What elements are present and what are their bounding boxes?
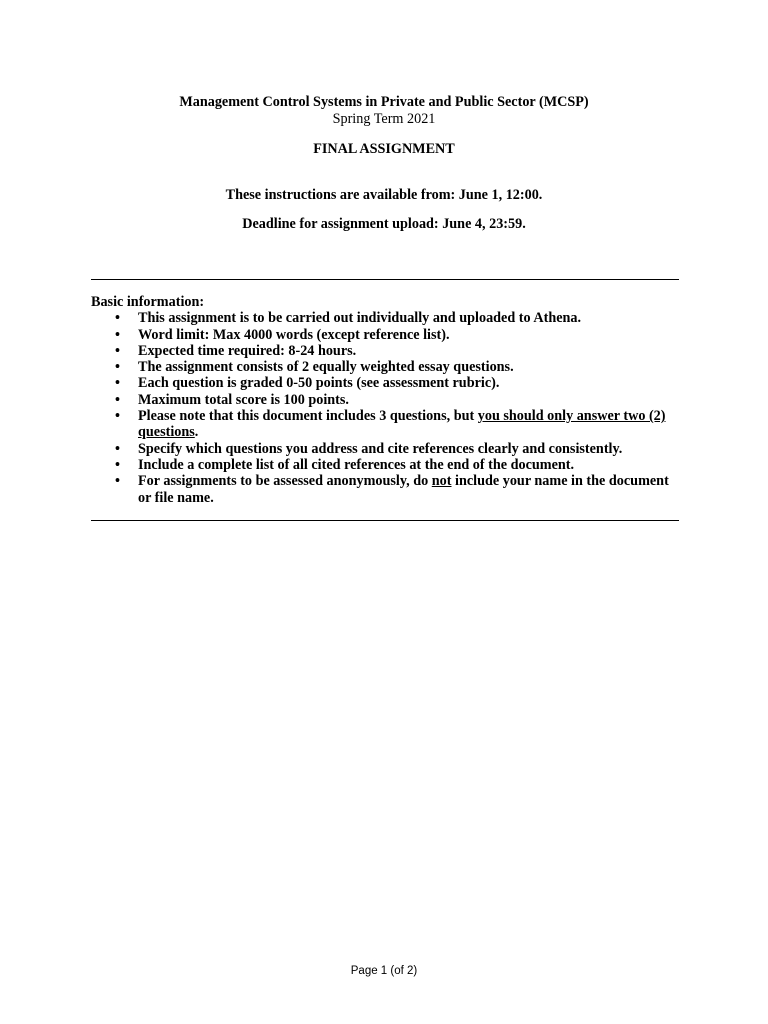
list-item-text: Maximum total score is 100 points. xyxy=(138,391,349,408)
list-item xyxy=(91,457,679,473)
list-item-text-continued: or file name. xyxy=(138,489,214,506)
emphasis-text: you should only answer two (2) xyxy=(477,408,666,425)
bullet-icon: • xyxy=(115,408,120,425)
list-item xyxy=(91,473,679,506)
term-label: Spring Term 2021 xyxy=(332,111,436,127)
bullet-icon: • xyxy=(115,359,120,376)
bullet-icon: • xyxy=(115,473,120,490)
emphasis-text: not xyxy=(431,473,452,490)
list-item-text: Word limit: Max 4000 words (except reference list). xyxy=(138,326,450,343)
document-header xyxy=(0,94,768,128)
page-number-footer: Page 1 (of 2) xyxy=(350,965,418,977)
list-item xyxy=(91,343,679,359)
list-item xyxy=(91,392,679,408)
bullet-icon: • xyxy=(115,375,120,392)
list-item xyxy=(91,441,679,457)
list-item-text: For assignments to be assessed anonymously, do xyxy=(138,473,432,490)
list-item xyxy=(91,327,679,343)
list-item-text: The assignment consists of 2 equally weighted essay questions. xyxy=(138,359,514,376)
list-item-text: Please note that this document includes 3 questions, but xyxy=(138,408,478,425)
course-title: Management Control Systems in Private and Public Sector (MCSP) xyxy=(179,94,589,110)
availability-notice: These instructions are available from: June 1, 12:00. xyxy=(225,187,543,203)
deadline-notice: Deadline for assignment upload: June 4, 23:59. xyxy=(242,216,526,232)
list-item-text: Include a complete list of all cited references at the end of the document. xyxy=(138,456,575,473)
list-item xyxy=(91,408,679,441)
list-item-text: This assignment is to be carried out individually and uploaded to Athena. xyxy=(138,310,582,327)
bullet-icon: • xyxy=(115,456,120,473)
list-item-text: Expected time required: 8-24 hours. xyxy=(138,342,357,359)
list-item xyxy=(91,359,679,375)
bullet-icon: • xyxy=(115,391,120,408)
bullet-icon: • xyxy=(115,342,120,359)
basic-information-section xyxy=(91,294,679,506)
list-item-text: Each question is graded 0-50 points (see assessment rubric). xyxy=(138,375,500,392)
assignment-title: FINAL ASSIGNMENT xyxy=(313,141,455,157)
basic-information-heading: Basic information: xyxy=(91,294,205,310)
list-item-text-end: . xyxy=(194,424,199,441)
list-item-text-end: include your name in the document xyxy=(451,473,669,490)
bullet-icon: • xyxy=(115,310,120,327)
bullet-icon: • xyxy=(115,440,120,457)
bottom-divider xyxy=(91,520,679,521)
list-item xyxy=(91,375,679,391)
emphasis-text-continued: questions xyxy=(138,424,195,441)
bullet-icon: • xyxy=(115,326,120,343)
instructions-list xyxy=(91,310,679,506)
list-item xyxy=(91,310,679,326)
top-divider xyxy=(91,279,679,280)
list-item-text: Specify which questions you address and cite references clearly and consistently. xyxy=(138,440,623,457)
